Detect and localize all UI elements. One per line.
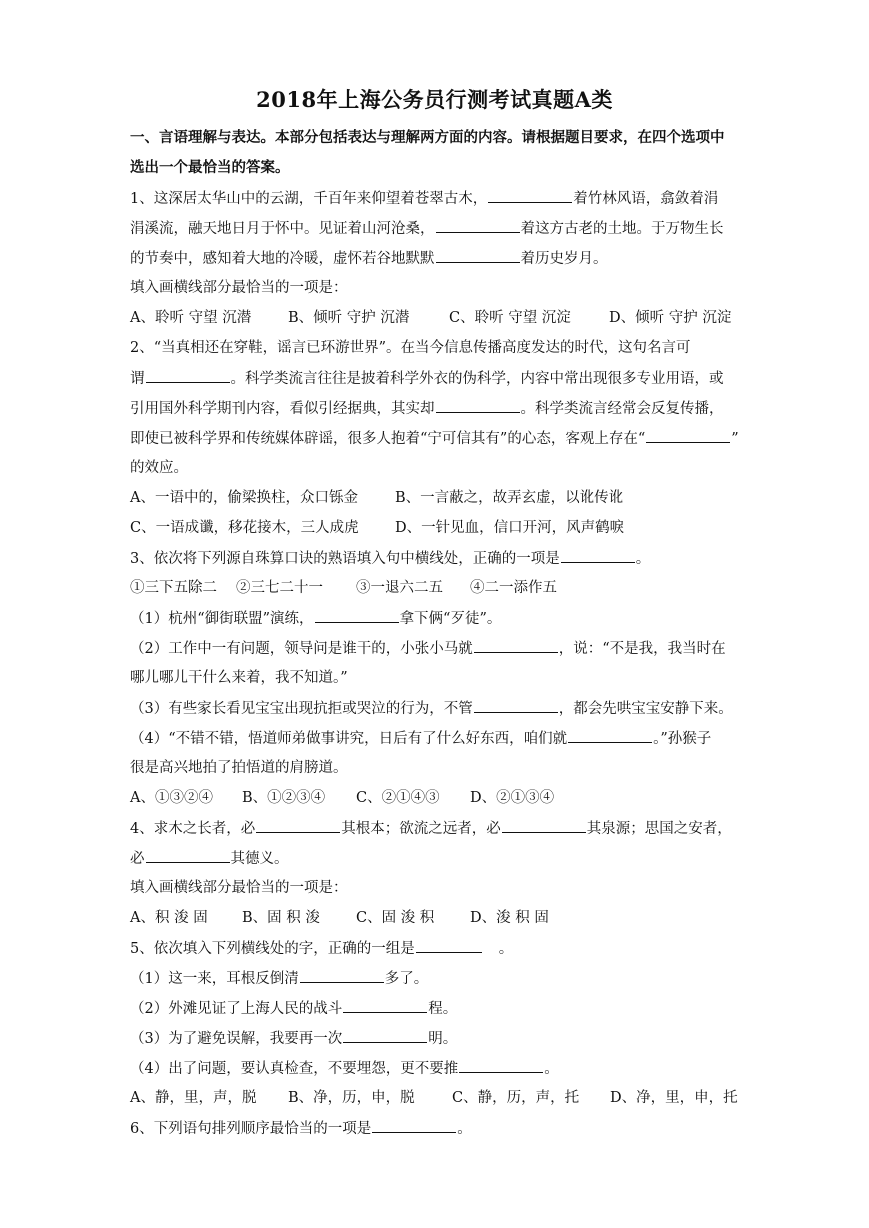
idiom: ②三七二十一 [236, 580, 323, 596]
answer-blank [561, 548, 635, 563]
q2-line-5: 的效应。 [130, 460, 188, 476]
q4-text: 必 [130, 851, 145, 867]
q1-text: 着这方古老的土地。于万物生长 [520, 221, 724, 237]
q5-text: 。 [498, 941, 514, 957]
q1-text: 涓溪流，融天地日月于怀中。见证着山河沧桑， [130, 221, 435, 237]
option: A、聆听 守望 沉潜 [130, 310, 252, 326]
q3-sentence-1 [130, 608, 770, 629]
q1-text: 1、这深居太华山中的云湖，千百年来仰望着苍翠古木， [130, 191, 488, 207]
q1-line-3 [130, 248, 770, 269]
q4-options [130, 908, 770, 928]
q4-text: 其德义。 [230, 851, 289, 867]
q1-options [130, 308, 770, 328]
answer-blank [502, 818, 586, 833]
q5-sentence-1 [130, 968, 770, 989]
q2-text: 谓 [130, 371, 145, 387]
q3-text: 。 [635, 551, 651, 567]
option: D、浚 积 固 [470, 910, 549, 926]
q5-sentence-2 [130, 998, 770, 1019]
q2-options-row-1 [130, 488, 770, 508]
q3-text: （4）“不错不错，悟道师弟做事讲究，日后有了什么好东西，咱们就 [130, 731, 568, 747]
option: C、②①④③ [356, 790, 440, 806]
answer-blank [343, 998, 427, 1013]
q1-prompt: 填入画横线部分最恰当的一项是： [130, 280, 348, 296]
q2-line-2 [130, 368, 770, 389]
q5-text: （4）出了问题，要认真检查，不要埋怨，更不要推 [130, 1061, 459, 1077]
q3-text: （3）有些家长看见宝宝出现抗拒或哭泣的行为，不管 [130, 701, 473, 717]
q3-text: 。”孙猴子 [653, 731, 712, 747]
q3-text: （2）工作中一有问题，领导问是谁干的，小张小马就 [130, 641, 473, 657]
option: D、净，里，申，托 [610, 1090, 738, 1106]
option: A、一语中的，偷梁换柱，众口铄金 [130, 490, 358, 506]
q5-sentence-3 [130, 1028, 770, 1049]
answer-blank [568, 728, 652, 743]
q5-text: 程。 [428, 1001, 458, 1017]
q5-text: 。 [544, 1061, 559, 1077]
answer-blank [300, 968, 384, 983]
idiom: ③一退六二五 [356, 580, 443, 596]
q6-line-1 [130, 1118, 770, 1139]
option: A、静，里，声，脱 [130, 1090, 257, 1106]
option: C、固 浚 积 [356, 910, 435, 926]
option: A、积 浚 固 [130, 910, 208, 926]
q2-line-1: 2、“当真相还在穿鞋，谣言已环游世界”。在当今信息传播高度发达的时代，这句名言可 [130, 340, 691, 356]
q2-text: ” [731, 431, 739, 447]
q1-line-1 [130, 188, 770, 209]
option: A、①③②④ [130, 790, 213, 806]
q3-text: 拿下俩“歹徒”。 [399, 611, 502, 627]
option: B、固 积 浚 [242, 910, 320, 926]
q6-text: 6、下列语句排列顺序最恰当的一项是 [130, 1121, 372, 1137]
answer-blank [474, 698, 558, 713]
q5-sentence-4 [130, 1058, 770, 1079]
q1-text: 着历史岁月。 [520, 251, 608, 267]
answer-blank [436, 248, 520, 263]
option: D、一针见血，信口开河，风声鹤唳 [395, 520, 625, 536]
option: B、一言蔽之，故弄玄虚，以讹传讹 [395, 490, 624, 506]
q2-text: 。科学类流言经常会反复传播， [520, 401, 724, 417]
idiom: ①三下五除二 [130, 580, 217, 596]
q1-text: 着竹林风语，翕敛着涓 [573, 191, 719, 207]
idiom: ④二一添作五 [470, 580, 557, 596]
q2-text: 即使已被科学界和传统媒体辟谣，很多人抱着“宁可信其有”的心态，客观上存在“ [130, 431, 646, 447]
q3-sentence-2-cont: 哪儿哪儿干什么来着，我不知道。” [130, 670, 348, 686]
q4-text: 其根本；欲流之远者，必 [341, 821, 501, 837]
option: D、倾听 守护 沉淀 [609, 310, 732, 326]
q4-text: 其泉源；思国之安者， [586, 821, 732, 837]
q2-line-3 [130, 398, 770, 419]
q4-line-1 [130, 818, 770, 839]
q5-text: （1）这一来，耳根反倒清 [130, 971, 299, 987]
q3-sentence-2 [130, 638, 770, 659]
q2-options-row-2 [130, 518, 770, 538]
answer-blank [459, 1058, 543, 1073]
section-instruction-line-1: 一、言语理解与表达。本部分包括表达与理解两方面的内容。请根据题目要求，在四个选项中 [130, 129, 725, 146]
answer-blank [372, 1118, 456, 1133]
q3-line-1 [130, 548, 770, 569]
q2-text: 。科学类流言往往是披着科学外衣的伪科学，内容中常出现很多专业用语，或 [230, 371, 724, 387]
q2-text: 引用国外科学期刊内容，看似引经据典，其实却 [130, 401, 435, 417]
q3-idioms [130, 578, 770, 598]
q5-options [130, 1088, 770, 1108]
q2-line-4 [130, 428, 770, 449]
q3-sentence-4 [130, 728, 770, 749]
q5-text: 多了。 [384, 971, 429, 987]
option: C、聆听 守望 沉淀 [449, 310, 571, 326]
q5-line-1 [130, 938, 770, 959]
option: C、静，历，声，托 [452, 1090, 580, 1106]
option: C、一语成谶，移花接木，三人成虎 [130, 520, 359, 536]
answer-blank [416, 938, 482, 953]
answer-blank [146, 368, 230, 383]
q3-sentence-3 [130, 698, 770, 719]
option: D、②①③④ [470, 790, 555, 806]
page-title: 2018年上海公务员行测考试真题A类 [256, 87, 613, 112]
q3-text: 3、依次将下列源自珠算口诀的熟语填入句中横线处，正确的一项是 [130, 551, 560, 567]
section-instruction-line-2: 选出一个最恰当的答案。 [130, 159, 290, 176]
option: B、倾听 守护 沉潜 [288, 310, 410, 326]
q3-text: ，说：“不是我，我当时在 [558, 641, 726, 657]
answer-blank [256, 818, 340, 833]
answer-blank [646, 428, 730, 443]
q6-text: 。 [457, 1121, 472, 1137]
q5-text: （3）为了避免误解，我要再一次 [130, 1031, 343, 1047]
q3-text: ，都会先哄宝宝安静下来。 [558, 701, 733, 717]
q3-sentence-4-cont: 很是高兴地拍了拍悟道的肩膀道。 [130, 760, 348, 776]
q4-line-2 [130, 848, 770, 869]
q1-text: 的节奏中，感知着大地的冷暖，虚怀若谷地默默 [130, 251, 435, 267]
q3-options [130, 788, 770, 808]
q4-prompt: 填入画横线部分最恰当的一项是： [130, 880, 348, 896]
q3-text: （1）杭州“御街联盟”演练， [130, 611, 314, 627]
option: B、①②③④ [242, 790, 326, 806]
q5-text: 5、依次填入下列横线处的字，正确的一组是 [130, 941, 415, 957]
answer-blank [474, 638, 558, 653]
answer-blank [146, 848, 230, 863]
answer-blank [436, 398, 520, 413]
q1-line-2 [130, 218, 770, 239]
answer-blank [315, 608, 399, 623]
q5-text: （2）外滩见证了上海人民的战斗 [130, 1001, 343, 1017]
answer-blank [343, 1028, 427, 1043]
q5-text: 明。 [428, 1031, 458, 1047]
option: B、净，历，申，脱 [288, 1090, 415, 1106]
answer-blank [488, 188, 572, 203]
q4-text: 4、求木之长者，必 [130, 821, 256, 837]
answer-blank [436, 218, 520, 233]
